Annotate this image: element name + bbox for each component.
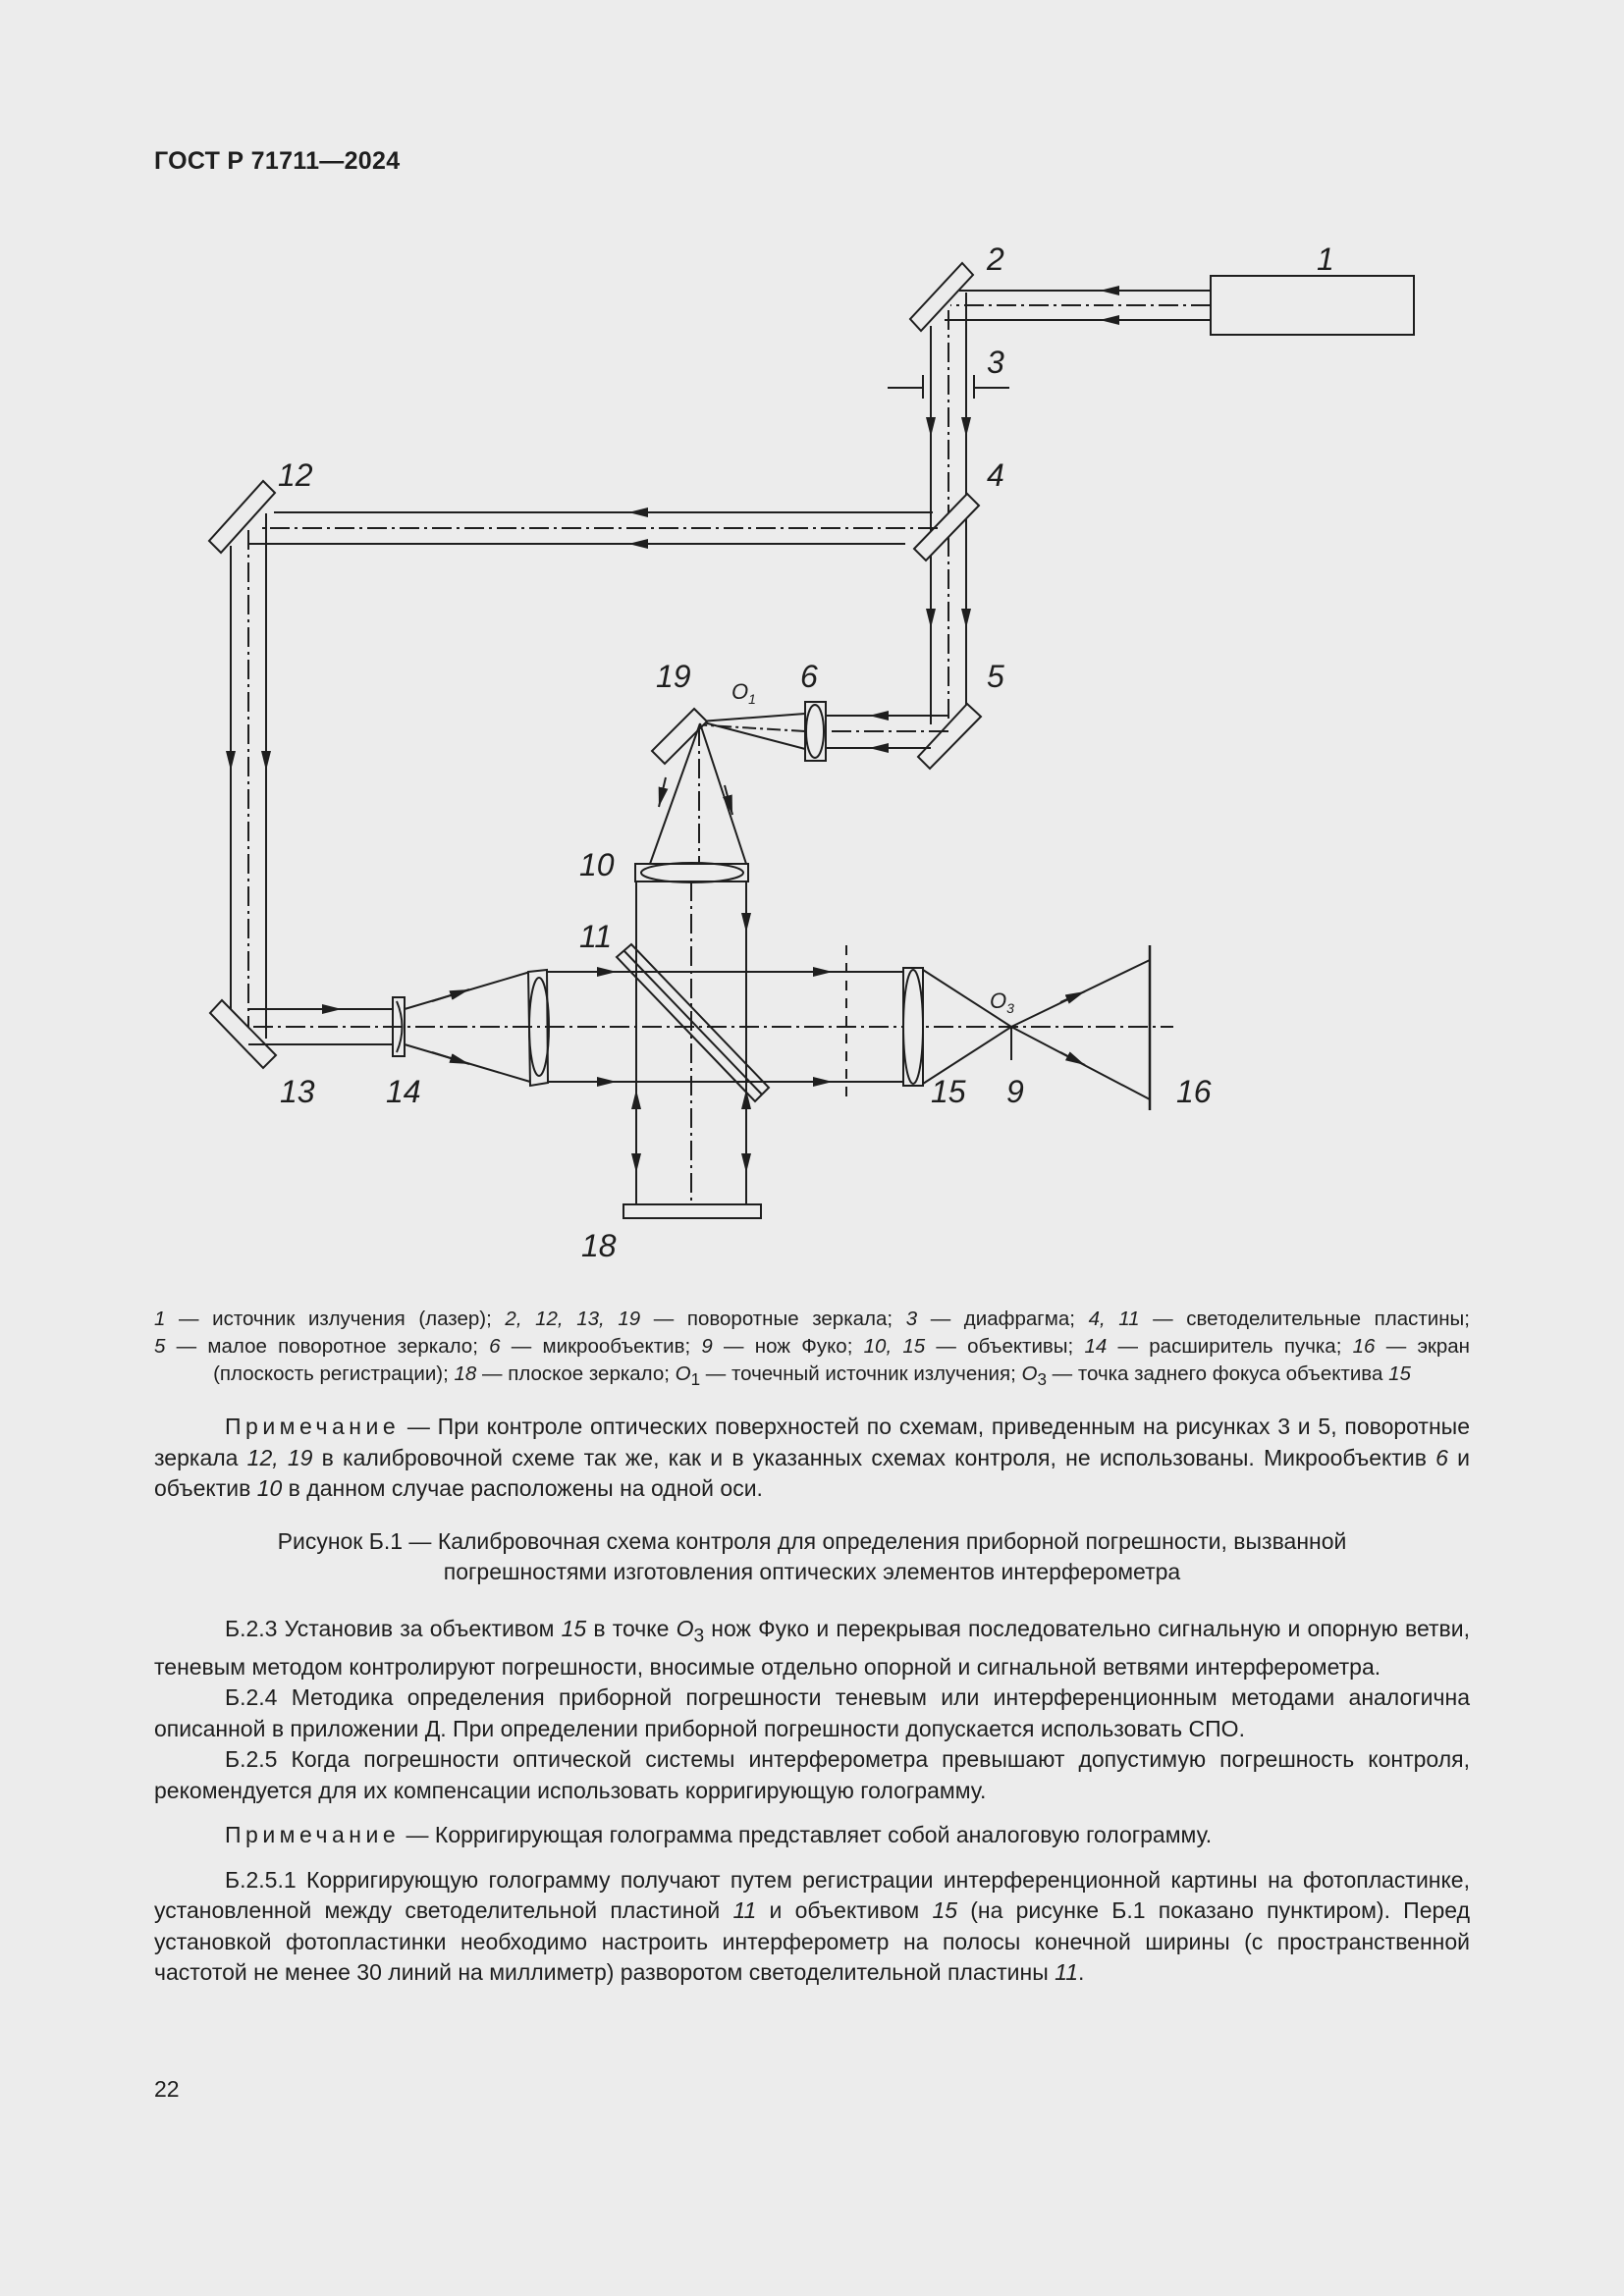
label-10: 10	[579, 847, 615, 882]
page-number: 22	[154, 2076, 180, 2102]
label-11: 11	[579, 919, 613, 954]
microobjective-6	[805, 702, 826, 761]
legend-line-2: 5 — малое поворотное зеркало; 6 — микрообъектив; 9 — нож Фуко; 10, 15 — объективы; 14 — расширитель пучка; 16 — экран	[154, 1335, 1470, 1358]
label-9: 9	[1006, 1074, 1024, 1109]
paragraph-b2-5: Б.2.5 Когда погрешности оптической системы интерферометра превышают допустимую погрешность контроля, рекомендуется для их компенсации использовать корригирующую голограмму.	[154, 1746, 1470, 1803]
note-1: Примечание — При контроле оптических поверхностей по схемам, приведенным на рисунках 3 и 5, поворотные зеркала 12, 19 в калибровочной схеме так же, как и в указанных схемах контроля, не использованы. Микрообъектив 6 и объектив 10 в данном случае расположены на одной оси.	[154, 1414, 1470, 1501]
label-19: 19	[656, 659, 691, 694]
mirror-12	[209, 481, 275, 553]
label-5: 5	[987, 659, 1004, 694]
note-2: Примечание — Корригирующая голограмма представляет собой аналоговую голограмму.	[225, 1822, 1213, 1848]
label-14: 14	[386, 1074, 421, 1109]
figure-caption: Рисунок Б.1 — Калибровочная схема контроля для определения приборной погрешности, вызванной погрешностями изготовления оптических элементов интерферометра	[277, 1527, 1347, 1584]
legend-line-3: (плоскость регистрации); 18 — плоское зеркало; $O_1$ — точечный источник излучения; $O_3$ — точка заднего фокуса объектива 15	[213, 1362, 1411, 1390]
label-o3: $O_3$	[990, 988, 1014, 1016]
label-12: 12	[278, 457, 313, 493]
laser-source	[1211, 276, 1414, 335]
paragraph-b2-5-1: Б.2.5.1 Корригирующую голограмму получают путем регистрации интерференционной картины на фотопластинке, установленной между светоделительной пластиной 11 и объективом 15 (на рисунке Б.1 показано пунктиром). Перед установкой фотопластинки необходимо настроить интерферометр на полосы конечной ширины (с пространственной частотой не менее 30 линий на миллиметр) разворотом светоделительной пластины 11.	[154, 1866, 1471, 1986]
legend-line-1: 1 — источник излучения (лазер); 2, 12, 13, 19 — поворотные зеркала; 3 — диафрагма; 4, 11 — светоделительные пластины;	[154, 1308, 1470, 1330]
label-15: 15	[931, 1074, 966, 1109]
label-3: 3	[987, 345, 1004, 380]
label-4: 4	[987, 457, 1004, 493]
label-13: 13	[280, 1074, 315, 1109]
label-6: 6	[800, 659, 818, 694]
label-18: 18	[581, 1228, 617, 1263]
paragraph-b2-3: Б.2.3 Установив за объективом 15 в точке $O_3$ нож Фуко и перекрывая последовательно сигнальную и опорную ветви, теневым методом контролируют погрешности, вносимые отдельно опорной и сигнальной ветвями интерферометра.	[154, 1615, 1470, 1680]
figure-legend	[154, 1306, 1470, 1394]
paragraph-b2-4: Б.2.4 Методика определения приборной погрешности теневым или интерференционным методами аналогична описанной в приложении Д. При определении приборной погрешности допускается использовать СПО.	[154, 1684, 1470, 1741]
label-o1: $O_1$	[731, 679, 756, 707]
flat-mirror-18	[623, 1204, 761, 1218]
standard-header: ГОСТ Р 71711—2024	[154, 147, 401, 175]
label-1: 1	[1317, 241, 1334, 277]
document-body	[154, 1412, 1470, 1989]
label-2: 2	[987, 241, 1004, 277]
label-16: 16	[1176, 1074, 1212, 1109]
